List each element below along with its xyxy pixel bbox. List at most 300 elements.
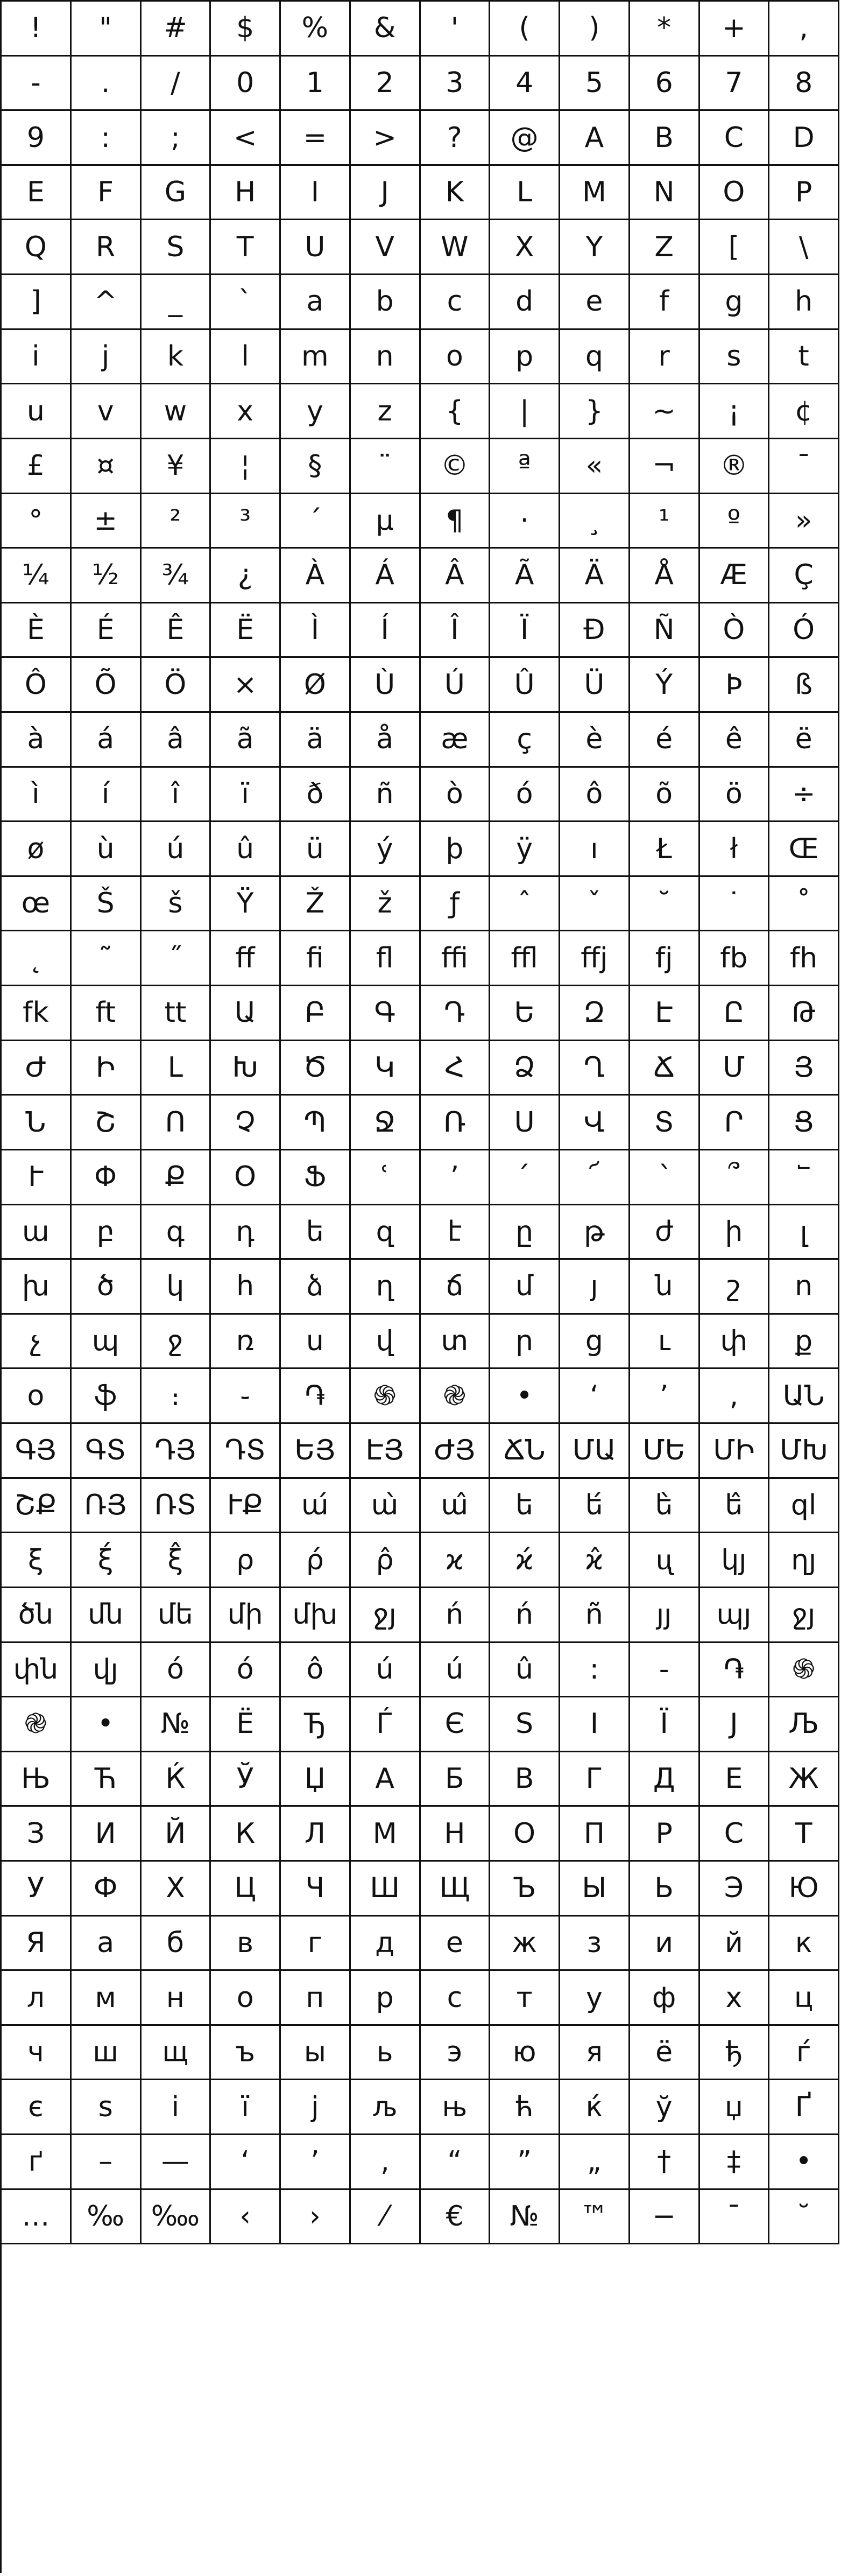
glyph-cell: ր: [490, 1315, 560, 1370]
glyph-cell: K: [421, 166, 491, 221]
glyph-cell: і: [142, 2080, 211, 2135]
glyph-cell: Û: [490, 658, 560, 713]
glyph-cell: Ф: [72, 1862, 142, 1917]
glyph-cell: կ: [142, 1260, 211, 1315]
glyph-cell: ՄԵ: [630, 1424, 700, 1479]
glyph-cell: е: [421, 1917, 491, 1971]
glyph-cell: ¥: [142, 439, 211, 494]
glyph-cell: Ь: [630, 1862, 700, 1917]
glyph-cell: ֎: [421, 1369, 491, 1424]
glyph-cell: R: [72, 220, 142, 275]
glyph-cell: (: [490, 2, 560, 57]
glyph-cell: Ж: [769, 1752, 839, 1807]
glyph-cell: ե: [281, 1205, 351, 1260]
glyph-cell: U: [281, 220, 351, 275]
glyph-cell: s: [700, 330, 770, 385]
glyph-cell: Ց: [769, 1096, 839, 1150]
glyph-cell: ւ: [630, 1315, 700, 1370]
glyph-cell: ϰ́: [490, 1533, 560, 1588]
glyph-cell: И: [72, 1807, 142, 1862]
glyph-cell: ь: [351, 2026, 421, 2081]
glyph-cell: Š: [72, 877, 142, 932]
glyph-cell: Ճ: [630, 1041, 700, 1096]
glyph-cell: ф: [630, 1971, 700, 2026]
glyph-cell: :: [72, 111, 142, 166]
glyph-cell: H: [211, 166, 281, 221]
glyph-cell: է: [421, 1205, 491, 1260]
glyph-cell: э: [421, 2026, 491, 2081]
glyph-cell: ^: [72, 275, 142, 330]
glyph-cell: ?: [421, 111, 491, 166]
glyph-cell: ‰: [72, 2190, 142, 2245]
glyph-cell: ¨: [351, 439, 421, 494]
glyph-cell: ֎: [2, 1697, 72, 1752]
glyph-cell: G: [142, 166, 211, 221]
glyph-cell: é: [630, 713, 700, 768]
glyph-cell: Դ: [421, 986, 491, 1041]
glyph-cell: Ÿ: [211, 877, 281, 932]
glyph-cell: մխ: [281, 1588, 351, 1643]
glyph-cell: ն: [630, 1260, 700, 1315]
glyph-cell: н: [142, 1971, 211, 2026]
glyph-cell: Х: [142, 1862, 211, 1917]
glyph-cell: fb: [700, 931, 770, 986]
glyph-cell: ⁄: [351, 2190, 421, 2245]
glyph-cell: մե: [142, 1588, 211, 1643]
glyph-cell: ё: [630, 2026, 700, 2081]
glyph-cell: ft: [72, 986, 142, 1041]
glyph-cell: д: [351, 1917, 421, 1971]
glyph-cell: պյ: [700, 1588, 770, 1643]
glyph-cell: Ô: [2, 658, 72, 713]
glyph-cell: Þ: [700, 658, 770, 713]
glyph-cell: Ћ: [72, 1752, 142, 1807]
glyph-cell: $: [211, 2, 281, 57]
glyph-cell: Г: [560, 1752, 630, 1807]
glyph-cell: ›: [281, 2190, 351, 2245]
glyph-cell: б: [142, 1917, 211, 1971]
glyph-cell: N: [630, 166, 700, 221]
glyph-cell: ú: [421, 1643, 491, 1698]
glyph-cell: 0: [211, 57, 281, 111]
glyph-cell: ժ: [630, 1205, 700, 1260]
glyph-cell: fj: [630, 931, 700, 986]
glyph-cell: ï: [211, 768, 281, 823]
glyph-cell: ¹: [630, 494, 700, 549]
glyph-cell: ): [560, 2, 630, 57]
glyph-cell: Ֆ: [281, 1150, 351, 1205]
glyph-cell: Ռ: [421, 1096, 491, 1150]
glyph-cell: ѓ: [769, 2026, 839, 2081]
glyph-cell: Ç: [769, 549, 839, 603]
glyph-cell: µ: [351, 494, 421, 549]
glyph-cell: ±: [72, 494, 142, 549]
glyph-cell: í: [72, 768, 142, 823]
glyph-cell: ՄԻ: [700, 1424, 770, 1479]
glyph-cell: V: [351, 220, 421, 275]
glyph-cell: Բ: [281, 986, 351, 1041]
glyph-cell: ќ: [560, 2080, 630, 2135]
glyph-cell: ql: [769, 1479, 839, 1534]
glyph-cell: ”: [490, 2135, 560, 2190]
glyph-cell: ½: [72, 549, 142, 603]
glyph-cell: Ö: [142, 658, 211, 713]
glyph-cell: ¡: [700, 384, 770, 439]
glyph-cell: Ն: [2, 1096, 72, 1150]
glyph-cell: Ը: [700, 986, 770, 1041]
glyph-cell: §: [281, 439, 351, 494]
glyph-cell: L: [490, 166, 560, 221]
glyph-cell: z: [351, 384, 421, 439]
glyph-cell: ﬃ: [421, 931, 491, 986]
glyph-cell: Ð: [560, 603, 630, 658]
glyph-cell: ˝: [142, 931, 211, 986]
glyph-cell: h: [769, 275, 839, 330]
glyph-cell: ՒՔ: [211, 1479, 281, 1534]
glyph-cell: ñ: [351, 768, 421, 823]
glyph-cell: ·: [490, 494, 560, 549]
glyph-cell: մն: [72, 1588, 142, 1643]
glyph-cell: є: [2, 2080, 72, 2135]
glyph-cell: [: [700, 220, 770, 275]
glyph-cell: ÷: [769, 768, 839, 823]
glyph-cell: ð: [281, 768, 351, 823]
glyph-cell: Ñ: [630, 603, 700, 658]
glyph-cell: Ы: [560, 1862, 630, 1917]
glyph-cell: ՟: [769, 1150, 839, 1205]
glyph-cell: ґ: [2, 2135, 72, 2190]
glyph-cell: ո: [769, 1260, 839, 1315]
glyph-cell: !: [2, 2, 72, 57]
glyph-cell: “: [421, 2135, 491, 2190]
glyph-cell: Ї: [630, 1697, 700, 1752]
glyph-cell: }: [560, 384, 630, 439]
glyph-cell: ú: [351, 1643, 421, 1698]
glyph-cell: ա́: [281, 1479, 351, 1534]
glyph-cell: Ե: [490, 986, 560, 1041]
glyph-cell: ԺՅ: [421, 1424, 491, 1479]
glyph-cell: №: [142, 1697, 211, 1752]
glyph-cell: 5: [560, 57, 630, 111]
glyph-cell: .: [72, 57, 142, 111]
glyph-cell: Օ: [211, 1150, 281, 1205]
glyph-cell: ՞: [700, 1150, 770, 1205]
glyph-cell: Ծ: [281, 1041, 351, 1096]
glyph-cell: Ú: [421, 658, 491, 713]
glyph-cell: ѕ: [72, 2080, 142, 2135]
glyph-cell: D: [769, 111, 839, 166]
glyph-cell: յ: [560, 1260, 630, 1315]
glyph-cell: զ: [351, 1205, 421, 1260]
glyph-cell: Ž: [281, 877, 351, 932]
glyph-cell: à: [2, 713, 72, 768]
glyph-cell: Я: [2, 1917, 72, 1971]
glyph-cell: ¯: [769, 439, 839, 494]
glyph-cell: а: [72, 1917, 142, 1971]
glyph-cell: ¤: [72, 439, 142, 494]
glyph-cell: ©: [421, 439, 491, 494]
glyph-cell: ԱՆ: [769, 1369, 839, 1424]
glyph-cell: վ: [351, 1315, 421, 1370]
glyph-cell: В: [490, 1752, 560, 1807]
glyph-cell: й: [700, 1917, 770, 1971]
glyph-cell: з: [560, 1917, 630, 1971]
glyph-cell: ‡: [700, 2135, 770, 2190]
glyph-cell: T: [211, 220, 281, 275]
glyph-cell: ã: [211, 713, 281, 768]
glyph-cell: b: [351, 275, 421, 330]
glyph-cell: ı: [560, 822, 630, 877]
glyph-cell: ї: [211, 2080, 281, 2135]
glyph-cell: û: [490, 1643, 560, 1698]
glyph-cell: Ո: [142, 1096, 211, 1150]
glyph-cell: •: [72, 1697, 142, 1752]
glyph-cell: ˆ: [490, 877, 560, 932]
glyph-cell: l: [211, 330, 281, 385]
glyph-cell: ¾: [142, 549, 211, 603]
glyph-cell: Ґ: [769, 2080, 839, 2135]
glyph-cell: ¬: [630, 439, 700, 494]
glyph-cell: Ъ: [490, 1862, 560, 1917]
glyph-cell: †: [630, 2135, 700, 2190]
glyph-cell: Լ: [142, 1041, 211, 1096]
glyph-cell: ﬂ: [351, 931, 421, 986]
glyph-cell: 1: [281, 57, 351, 111]
glyph-cell: >: [351, 111, 421, 166]
glyph-cell: ¢: [769, 384, 839, 439]
glyph-cell: ˛: [2, 931, 72, 986]
glyph-cell: S: [142, 220, 211, 275]
glyph-cell: `: [211, 275, 281, 330]
glyph-cell: Վ: [560, 1096, 630, 1150]
glyph-cell: ;: [142, 111, 211, 166]
glyph-cell: ՇՔ: [2, 1479, 72, 1534]
glyph-cell: Մ: [700, 1041, 770, 1096]
glyph-cell: ՌՏ: [142, 1479, 211, 1534]
glyph-cell: с: [421, 1971, 491, 2026]
glyph-cell: ϰ: [421, 1533, 491, 1588]
glyph-cell: 2: [351, 57, 421, 111]
glyph-cell: d: [490, 275, 560, 330]
glyph-cell: ™: [560, 2190, 630, 2245]
glyph-cell: Ս: [490, 1096, 560, 1150]
glyph-cell: ˘: [630, 877, 700, 932]
glyph-cell: x: [211, 384, 281, 439]
glyph-cell: ,: [700, 1369, 770, 1424]
glyph-cell: æ: [421, 713, 491, 768]
glyph-cell: %: [281, 2, 351, 57]
glyph-cell: fh: [769, 931, 839, 986]
glyph-cell: խ: [2, 1260, 72, 1315]
glyph-cell: ξ̂: [142, 1533, 211, 1588]
glyph-cell: Љ: [769, 1697, 839, 1752]
glyph-cell: օ: [2, 1369, 72, 1424]
glyph-cell: ô: [281, 1643, 351, 1698]
glyph-cell: 9: [2, 111, 72, 166]
glyph-cell: ﬁ: [281, 931, 351, 986]
glyph-cell: ñ: [560, 1588, 630, 1643]
glyph-cell: թ: [560, 1205, 630, 1260]
glyph-cell: շ: [700, 1260, 770, 1315]
glyph-cell: Р: [630, 1807, 700, 1862]
glyph-cell: Ê: [142, 603, 211, 658]
glyph-cell: ’: [281, 2135, 351, 2190]
glyph-cell: É: [72, 603, 142, 658]
glyph-cell: t: [769, 330, 839, 385]
glyph-cell: ²: [142, 494, 211, 549]
glyph-cell: ԳՏ: [72, 1424, 142, 1479]
glyph-cell: џ: [700, 2080, 770, 2135]
glyph-cell: ffj: [560, 931, 630, 986]
glyph-cell: ц: [769, 1971, 839, 2026]
glyph-cell: ¯: [700, 2190, 770, 2245]
glyph-cell: Ó: [769, 603, 839, 658]
glyph-cell: ե: [490, 1479, 560, 1534]
glyph-cell: −: [630, 2190, 700, 2245]
glyph-cell: в: [211, 1917, 281, 1971]
glyph-cell: ՛: [490, 1150, 560, 1205]
glyph-cell: œ: [2, 877, 72, 932]
glyph-cell: ъ: [211, 2026, 281, 2081]
glyph-cell: З: [2, 1807, 72, 1862]
glyph-cell: /: [142, 57, 211, 111]
glyph-cell: ֏: [281, 1369, 351, 1424]
glyph-cell: 4: [490, 57, 560, 111]
glyph-cell: I: [281, 166, 351, 221]
glyph-cell: 6: [630, 57, 700, 111]
glyph-cell: ե̀: [630, 1479, 700, 1534]
glyph-cell: М: [351, 1807, 421, 1862]
glyph-cell: լ: [769, 1205, 839, 1260]
glyph-cell: M: [560, 166, 630, 221]
glyph-cell: ¼: [2, 549, 72, 603]
glyph-cell: »: [769, 494, 839, 549]
glyph-cell: q: [560, 330, 630, 385]
glyph-cell: o: [421, 330, 491, 385]
glyph-cell: я: [560, 2026, 630, 2081]
glyph-cell: î: [142, 768, 211, 823]
glyph-cell: =: [281, 111, 351, 166]
glyph-cell: ó: [211, 1643, 281, 1698]
glyph-cell: á: [72, 713, 142, 768]
glyph-cell: њ: [421, 2080, 491, 2135]
glyph-cell: â: [142, 713, 211, 768]
glyph-cell: +: [700, 2, 770, 57]
glyph-cell: պ: [72, 1315, 142, 1370]
glyph-cell: Պ: [281, 1096, 351, 1150]
glyph-cell: tt: [142, 986, 211, 1041]
glyph-cell: W: [421, 220, 491, 275]
glyph-cell: ‘: [560, 1369, 630, 1424]
glyph-cell: Q: [2, 220, 72, 275]
glyph-cell: n: [351, 330, 421, 385]
glyph-cell: ù: [72, 822, 142, 877]
glyph-cell: Է: [630, 986, 700, 1041]
glyph-cell: Ѓ: [351, 1697, 421, 1752]
glyph-cell: Թ: [769, 986, 839, 1041]
glyph-cell: Í: [351, 603, 421, 658]
glyph-cell: g: [700, 275, 770, 330]
glyph-cell: ó: [142, 1643, 211, 1698]
glyph-cell: о: [211, 1971, 281, 2026]
glyph-cell: ы: [281, 2026, 351, 2081]
glyph-cell: բ: [72, 1205, 142, 1260]
glyph-cell: ջյ: [769, 1588, 839, 1643]
glyph-cell: А: [351, 1752, 421, 1807]
glyph-cell: г: [281, 1917, 351, 1971]
glyph-cell: у: [560, 1971, 630, 2026]
glyph-cell: Æ: [700, 549, 770, 603]
glyph-cell: ž: [351, 877, 421, 932]
glyph-cell: І: [560, 1697, 630, 1752]
glyph-cell: *: [630, 2, 700, 57]
glyph-cell: Տ: [630, 1096, 700, 1150]
glyph-cell: J: [351, 166, 421, 221]
glyph-cell: P: [769, 166, 839, 221]
glyph-cell: \: [769, 220, 839, 275]
glyph-cell: ю: [490, 2026, 560, 2081]
glyph-cell: #: [142, 2, 211, 57]
glyph-cell: գ: [142, 1205, 211, 1260]
glyph-cell: Փ: [72, 1150, 142, 1205]
glyph-cell: Џ: [281, 1752, 351, 1807]
glyph-cell: Ц: [211, 1862, 281, 1917]
glyph-cell: ՚: [421, 1150, 491, 1205]
glyph-cell: ղյ: [769, 1533, 839, 1588]
glyph-cell: Ü: [560, 658, 630, 713]
glyph-cell: х: [700, 1971, 770, 2026]
glyph-cell: _: [142, 275, 211, 330]
glyph-cell: ˘: [769, 2190, 839, 2245]
glyph-cell: ¦: [211, 439, 281, 494]
glyph-cell: ՃՆ: [490, 1424, 560, 1479]
glyph-cell: Գ: [351, 986, 421, 1041]
glyph-cell: ®: [700, 439, 770, 494]
glyph-cell: Զ: [560, 986, 630, 1041]
glyph-cell: Ì: [281, 603, 351, 658]
glyph-cell: j: [72, 330, 142, 385]
glyph-cell: Ё: [211, 1697, 281, 1752]
glyph-cell: Э: [700, 1862, 770, 1917]
glyph-cell: ü: [281, 822, 351, 877]
glyph-cell: Չ: [211, 1096, 281, 1150]
glyph-cell: ÿ: [490, 822, 560, 877]
glyph-cell: ρ: [211, 1533, 281, 1588]
glyph-cell: ³: [211, 494, 281, 549]
glyph-cell: վյ: [72, 1643, 142, 1698]
glyph-cell: @: [490, 111, 560, 166]
glyph-cell: u: [2, 384, 72, 439]
glyph-cell: ԴՅ: [142, 1424, 211, 1479]
glyph-cell: c: [421, 275, 491, 330]
glyph-cell: X: [490, 220, 560, 275]
glyph-cell: ¿: [211, 549, 281, 603]
glyph-cell: փն: [2, 1643, 72, 1698]
glyph-cell: ": [72, 2, 142, 57]
glyph-cell: ª: [490, 439, 560, 494]
glyph-cell: №: [490, 2190, 560, 2245]
glyph-cell: ß: [769, 658, 839, 713]
glyph-cell: ‹: [211, 2190, 281, 2245]
glyph-cell: ń: [421, 1588, 491, 1643]
glyph-cell: ì: [2, 768, 72, 823]
glyph-cell: -: [630, 1643, 700, 1698]
glyph-cell: •: [490, 1369, 560, 1424]
glyph-cell: å: [351, 713, 421, 768]
glyph-cell: п: [281, 1971, 351, 2026]
glyph-cell: ä: [281, 713, 351, 768]
glyph-cell: ¸: [560, 494, 630, 549]
